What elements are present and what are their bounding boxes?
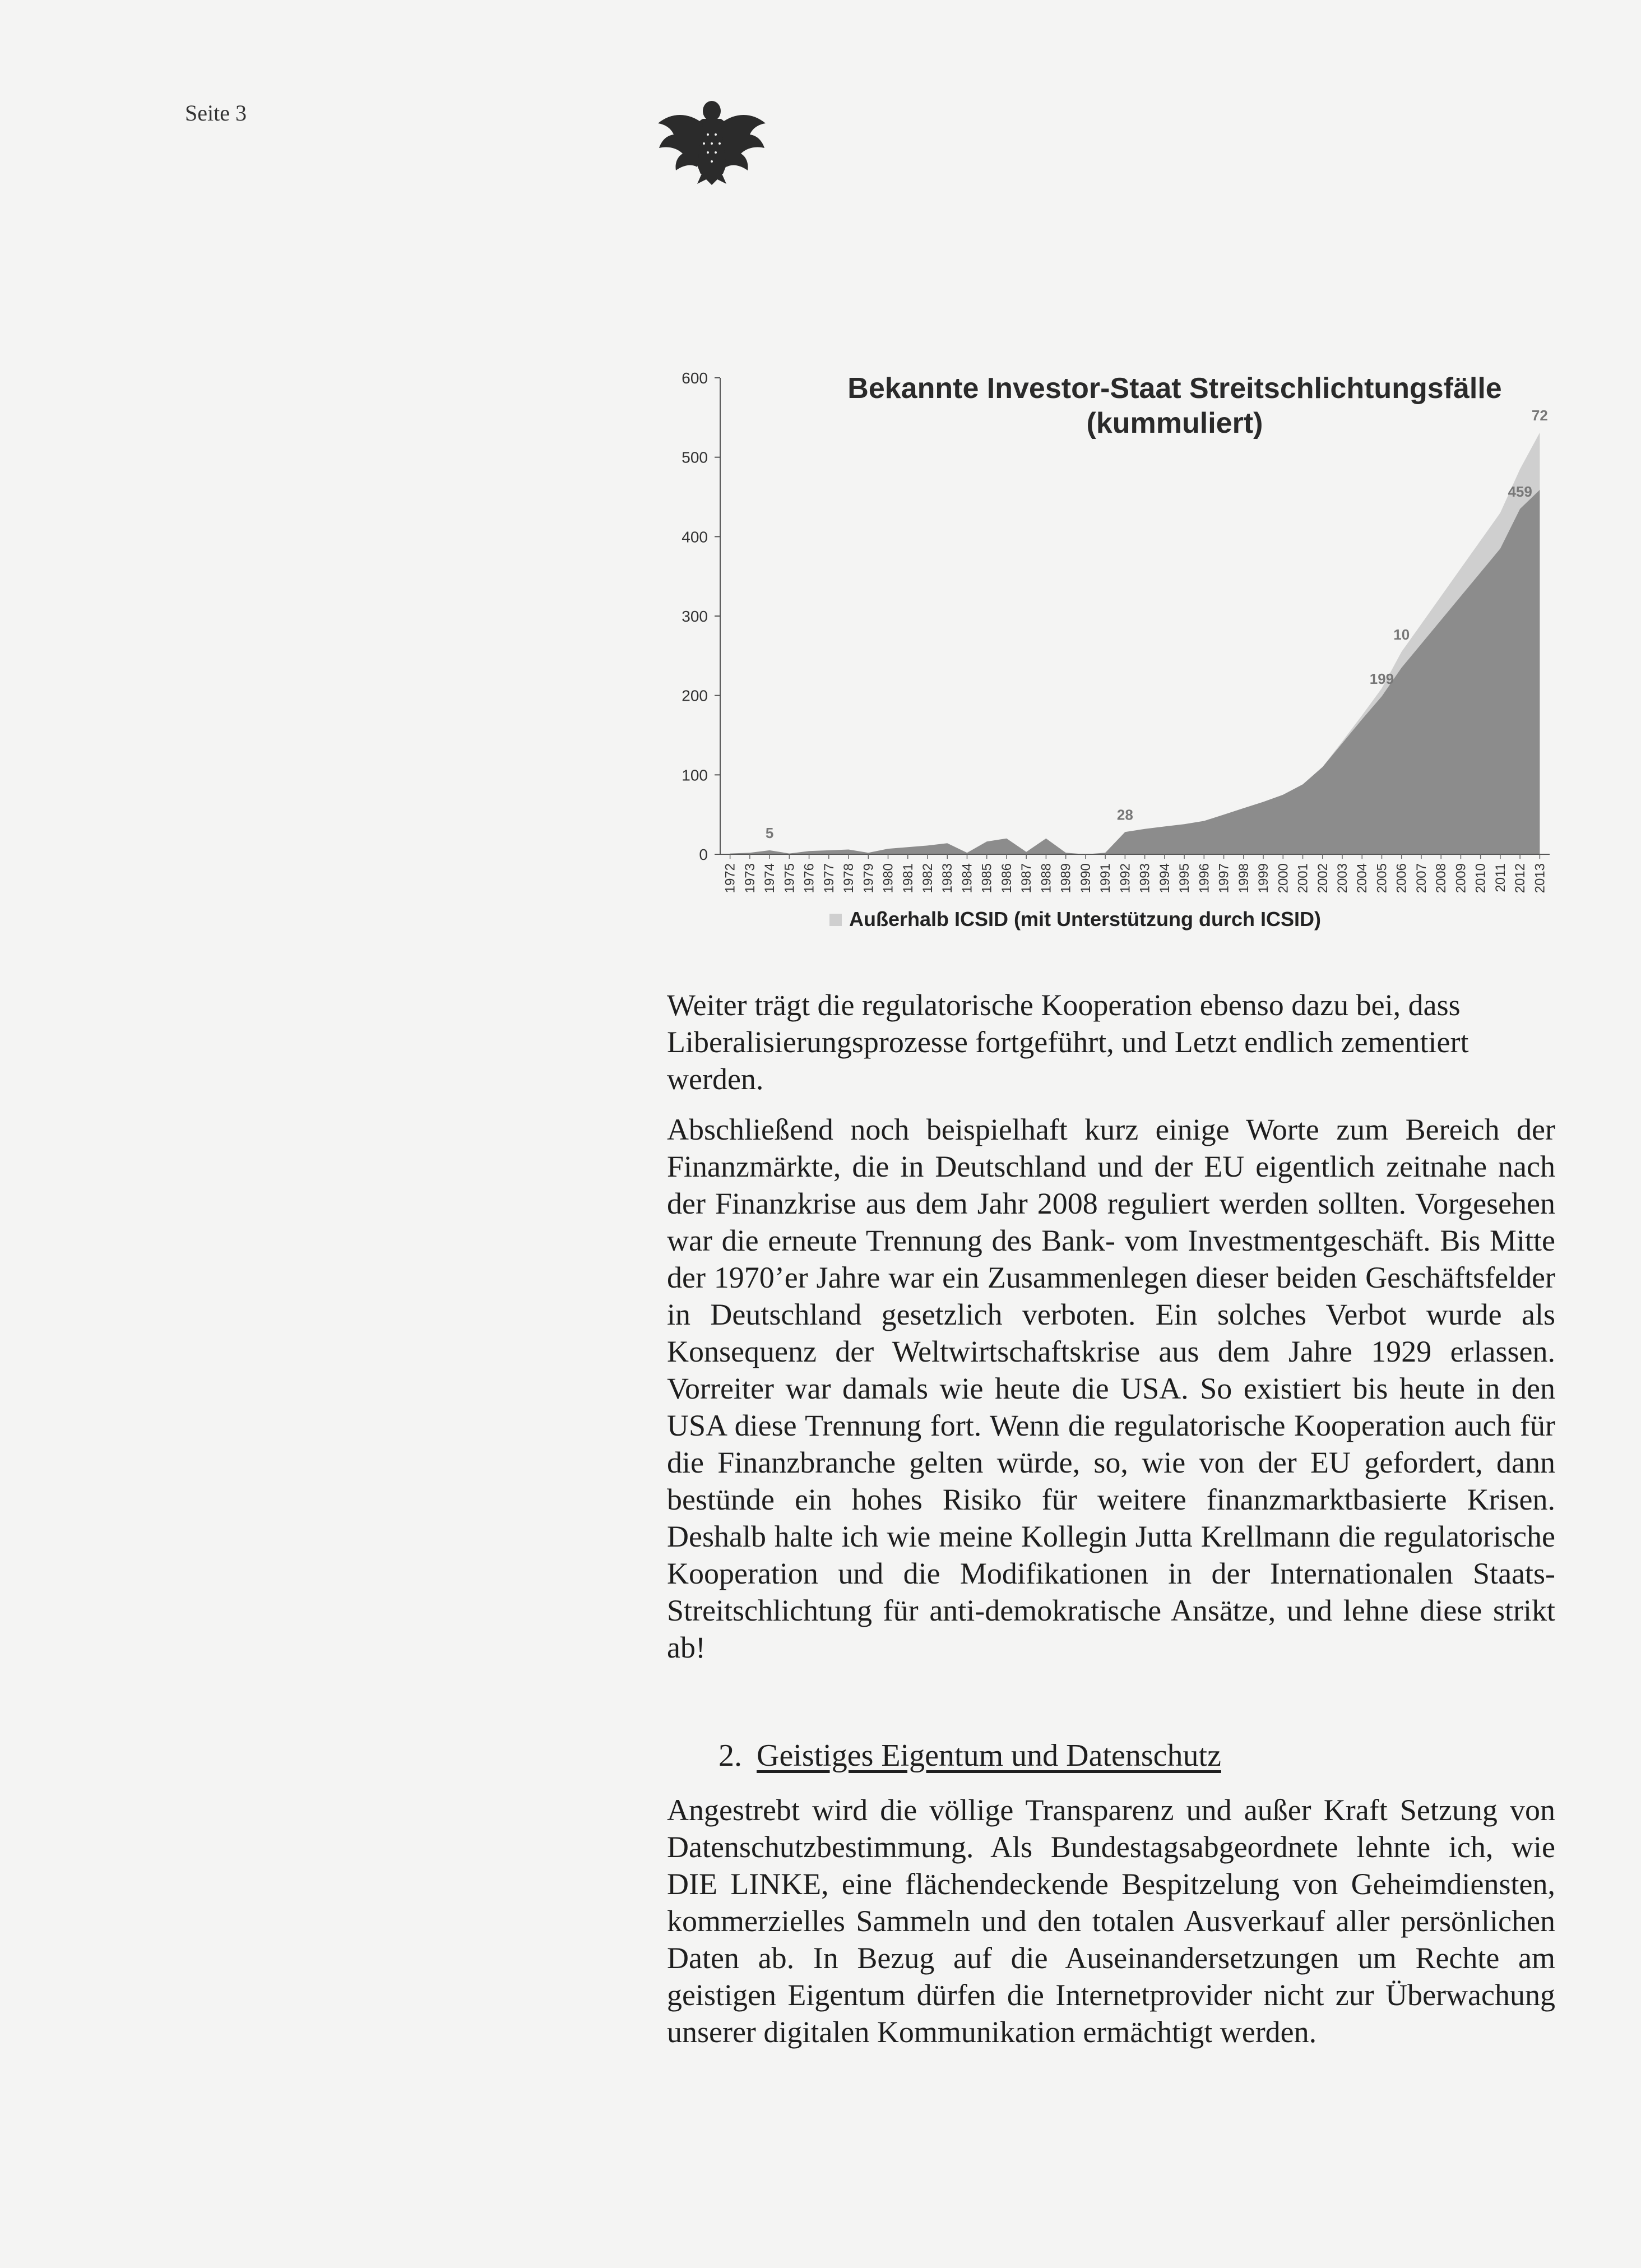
x-tick-label: 2002	[1315, 863, 1331, 894]
legend-label: Außerhalb ICSID (mit Unterstützung durch ICSID)	[849, 908, 1321, 931]
chart-subtitle: (kummuliert)	[1086, 407, 1263, 439]
chart-title: Bekannte Investor-Staat Streitschlichtungsfälle	[847, 372, 1502, 405]
x-tick-label: 1997	[1216, 863, 1232, 894]
x-tick-label: 1987	[1019, 863, 1035, 894]
x-tick-label: 2001	[1295, 863, 1311, 894]
x-tick-label: 1972	[722, 863, 738, 894]
section-number: 2.	[718, 1738, 742, 1773]
data-label: 199	[1369, 670, 1394, 688]
x-tick-label: 1989	[1058, 863, 1074, 894]
y-tick-label: 400	[682, 528, 708, 546]
x-tick-label: 1983	[940, 863, 956, 894]
x-tick-label: 1991	[1098, 863, 1114, 894]
x-tick-label: 1980	[880, 863, 896, 894]
paragraph-financial-markets	[667, 1111, 1555, 1666]
x-tick-label: 1999	[1256, 863, 1272, 894]
x-tick-label: 1973	[742, 863, 758, 894]
y-tick-label: 200	[682, 687, 708, 705]
paragraph-data-protection	[667, 1792, 1555, 2051]
x-tick-label: 1984	[959, 863, 975, 894]
paragraph-text: Abschließend noch beispielhaft kurz einige Worte zum Bereich der Finanzmärkte, die in Deutschland und der EU eigentlich zeitnahe nach der Finanzkrise aus dem Jahr 2008 reguliert werden sollten. Vorgesehen war die erneute Trennung des Bank- vom Investmentgeschäft. Bis Mitte der 1970’er Jahre war ein Zusammenlegen dieser beiden Geschäftsfelder in Deutschland gesetzlich verboten. Ein solches Verbot wurde als Konsequenz der Weltwirtschaftskrise aus dem Jahre 1929 erlassen. Vorreiter war damals wie heute die USA. So existiert bis heute in den USA diese Trennung fort. Wenn die regulatorische Kooperation auch für die Finanzbranche gelten würde, so, wie von der EU gefordert, dann bestünde ein hohes Risiko für weitere finanzmarktbasierte Krisen. Deshalb halte ich wie meine Kollegin Jutta Krellmann die regulatorische Kooperation und die Modifikationen in der Internationalen Staats-Streitschlichtung für anti-demokratische Ansätze, und lehne diese strikt ab!	[667, 1113, 1555, 1664]
x-tick-label: 2006	[1394, 863, 1410, 894]
x-tick-label: 1998	[1236, 863, 1251, 894]
x-tick-label: 1990	[1078, 863, 1093, 894]
x-tick-label: 2007	[1413, 863, 1429, 894]
x-tick-label: 2005	[1374, 863, 1390, 894]
data-label: 10	[1393, 626, 1410, 643]
x-tick-label: 1994	[1157, 863, 1172, 894]
x-tick-label: 2000	[1276, 863, 1291, 894]
x-tick-label: 1986	[999, 863, 1014, 894]
x-tick-label: 1988	[1039, 863, 1054, 894]
section-heading	[718, 1738, 1221, 1774]
paragraph-text: Angestrebt wird die völlige Transparenz und außer Kraft Setzung von Datenschutzbestimmung. Als Bundestagsabgeordnete lehnte ich, wie DIE LINKE, eine flächendeckende Bespitzelung von Geheimdiensten, kommerzielles Sammeln und den totalen Ausverkauf aller persönlichen Daten ab. In Bezug auf die Auseinandersetzungen um Rechte am geistigen Eigentum dürfen die Internetprovider nicht zur Überwachung unserer digitalen Kommunikation ermächtigt werden.	[667, 1793, 1555, 2049]
x-tick-label: 2010	[1473, 863, 1489, 894]
data-label: 72	[1531, 406, 1548, 424]
x-tick-label: 1976	[801, 863, 817, 894]
data-label: 28	[1116, 806, 1133, 823]
chart-svg	[645, 353, 1597, 959]
y-tick-label: 300	[682, 608, 708, 625]
x-tick-label: 2011	[1492, 863, 1508, 892]
x-tick-label: 1985	[979, 863, 995, 894]
y-tick-label: 100	[682, 766, 708, 784]
x-tick-label: 1993	[1137, 863, 1153, 894]
section-title: Geistiges Eigentum und Datenschutz	[757, 1738, 1221, 1773]
x-tick-label: 1996	[1197, 863, 1212, 894]
paragraph-regulatory-cooperation	[667, 987, 1555, 1098]
paragraph-text: Weiter trägt die regulatorische Kooperation ebenso dazu bei, dass Liberalisierungsprozesse fortgeführt, und Letzt endlich zementiert werden.	[667, 988, 1469, 1096]
x-tick-label: 2004	[1355, 863, 1370, 894]
y-tick-label: 0	[699, 846, 708, 863]
federal-eagle-icon	[655, 90, 769, 185]
area-series-known-cases	[730, 490, 1540, 854]
x-tick-label: 2012	[1513, 863, 1528, 894]
x-tick-label: 2009	[1453, 863, 1469, 894]
y-tick-label: 500	[682, 448, 708, 466]
x-tick-label: 1981	[900, 863, 916, 894]
y-tick-label: 600	[682, 369, 708, 387]
page-number: Seite 3	[185, 100, 247, 126]
x-tick-label: 1992	[1118, 863, 1133, 894]
legend-swatch	[829, 914, 842, 926]
x-tick-label: 1977	[821, 863, 837, 894]
x-tick-label: 1995	[1177, 863, 1193, 894]
data-label: 459	[1508, 483, 1532, 500]
x-tick-label: 1979	[861, 863, 877, 894]
x-tick-label: 2003	[1335, 863, 1350, 894]
x-tick-label: 1974	[762, 863, 778, 894]
cases-area-chart	[645, 353, 1597, 959]
data-label: 5	[765, 824, 774, 841]
x-tick-label: 1982	[920, 863, 935, 894]
x-tick-label: 1975	[782, 863, 798, 894]
x-tick-label: 2013	[1532, 863, 1548, 894]
x-tick-label: 1978	[841, 863, 857, 894]
x-tick-label: 2008	[1434, 863, 1449, 894]
